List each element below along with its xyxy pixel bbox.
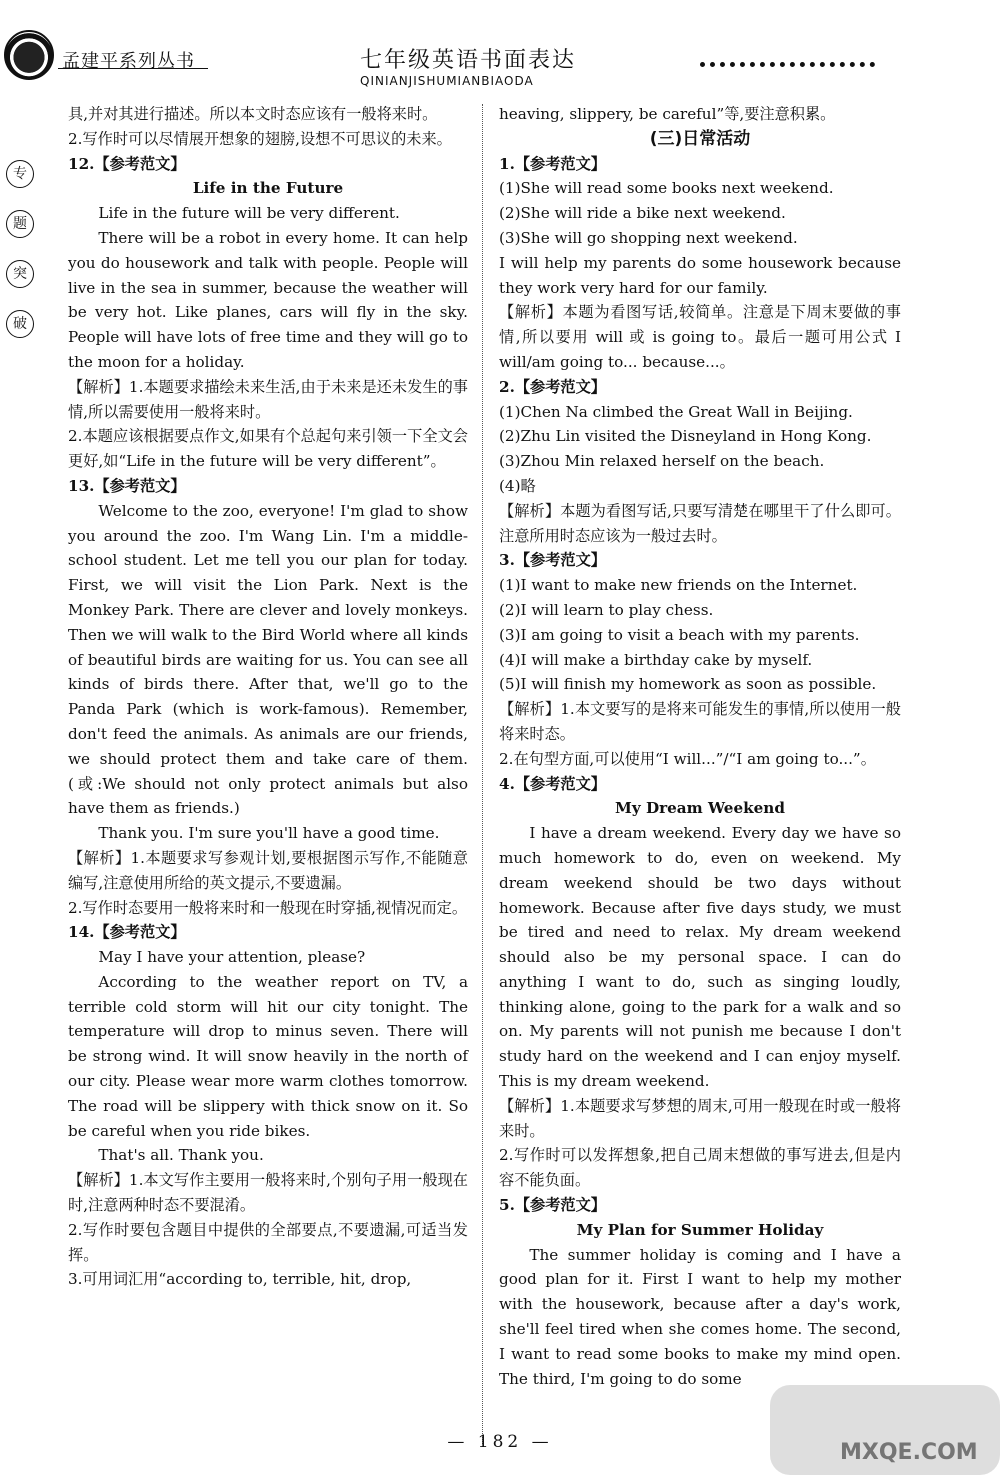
side-tab-char: 破 [6, 310, 34, 338]
series-logo-icon [4, 30, 54, 80]
paragraph: 【解析】1.本文写作主要用一般将来时,个别句子用一般现在时,注意两种时态不要混淆。 [68, 1171, 468, 1215]
page-header [0, 0, 1000, 100]
header-rule [58, 68, 208, 69]
paragraph: May I have your attention, please? [98, 948, 366, 967]
section-tag: 12.【参考范文】 [68, 154, 186, 173]
right-column [499, 102, 901, 1391]
section-tag: 1.【参考范文】 [499, 154, 606, 173]
essay-title: Life in the Future [192, 179, 344, 198]
section-tag: 14.【参考范文】 [68, 923, 186, 942]
paragraph: 2.写作时态要用一般将来时和一般现在时穿插,视情况而定。 [68, 898, 468, 917]
book-title-pinyin: QINIANJISHUMIANBIAODA [360, 74, 534, 88]
watermark-text: MXQE.COM [840, 1440, 978, 1465]
paragraph: 【解析】1.本题要求写梦想的周末,可用一般现在时或一般将来时。 [499, 1096, 901, 1140]
column-divider [482, 104, 483, 1444]
paragraph: 2.本题应该根据要点作文,如果有个总起句来引领一下全文会更好,如“Life in the future will be very different”。 [68, 427, 468, 471]
paragraph: 2.在句型方面,可以使用“I will...”/“I am going to...”。 [499, 749, 876, 768]
paragraph: (5)I will finish my homework as soon as possible. [499, 675, 877, 694]
section-tag: 13.【参考范文】 [68, 476, 186, 495]
paragraph: (4)I will make a birthday cake by myself. [499, 650, 813, 669]
paragraph: Life in the future will be very different. [98, 204, 400, 223]
paragraph: (1)She will read some books next weekend. [499, 179, 834, 198]
paragraph: 【解析】本题为看图写话,较简单。注意是下周末要做的事情,所以要用 will 或 is going to。最后一题可用公式 I will/am going to... because...。 [499, 303, 901, 371]
paragraph: 【解析】1.本题要求写参观计划,要根据图示写作,不能随意编写,注意使用所给的英文提示,不要遗漏。 [68, 848, 468, 892]
paragraph: Thank you. I'm sure you'll have a good time. [98, 824, 440, 843]
paragraph: I have a dream weekend. Every day we have so much homework to do, even on weekend. My dream weekend should be two days without homework. Because after five days study, we must be tired and need to relax. My dream weekend should also be my personal space. I can do anything I want to do, such as singing loudly, thinking alone, going to the park for a walk and so on. My parents will not punish me because I don't study hard on the weekend and I can enjoy myself. This is my dream weekend. [499, 824, 901, 1091]
paragraph: I will help my parents do some housework because they work very hard for our family. [499, 253, 901, 297]
paragraph: heaving, slippery, be careful”等,要注意积累。 [499, 105, 836, 123]
paragraph: 【解析】1.本题要求描绘未来生活,由于未来是还未发生的事情,所以需要使用一般将来时。 [68, 377, 468, 421]
side-tab [6, 160, 36, 360]
paragraph: (3)She will go shopping next weekend. [499, 228, 798, 247]
paragraph: Welcome to the zoo, everyone! I'm glad to show you around the zoo. I'm Wang Lin. I'm a middle-school student. Let me tell you our plan for today. First, we will visit the Lion Park. Next is the Monkey Park. There are clever and lovely monkeys. Then we will walk to the Bird World where all kinds of beautiful birds are waiting for us. You can see all kinds of birds there. After that, we'll go to the Panda Park (which is work-famous). Remember, don't feed the animals. As animals are our friends, we should protect them and take care of them.(或:We should not only protect animals but also have them as friends.) [68, 501, 468, 818]
header-dotted-rule [700, 62, 875, 67]
paragraph: (2)Zhu Lin visited the Disneyland in Hong Kong. [499, 427, 872, 446]
paragraph: There will be a robot in every home. It can help you do housework and talk with people. People will live in the sea in summer, because the weather will be very hot. Like planes, cars will fly in the sky. People will have lots of free time and they will go to the moon for a holiday. [68, 228, 468, 371]
paragraph: (2)I will learn to play chess. [499, 600, 714, 619]
book-title: 七年级英语书面表达 [360, 48, 577, 73]
side-tab-char: 专 [6, 160, 34, 188]
paragraph: That's all. Thank you. [98, 1146, 264, 1165]
paragraph: According to the weather report on TV, a terrible cold storm will hit our city tonight. The temperature will drop to minus seven. There will be strong wind. It will snow heavily in the north of our city. Please wear more warm clothes tomorrow. The road will be slippery with thick snow on it. So be careful when you ride bikes. [68, 972, 468, 1140]
section-tag: 2.【参考范文】 [499, 377, 606, 396]
paragraph: 具,并对其进行描述。所以本文时态应该有一般将来时。 [68, 105, 438, 123]
section-tag: 4.【参考范文】 [499, 774, 606, 793]
paragraph: (3)Zhou Min relaxed herself on the beach. [499, 452, 825, 471]
paragraph: (1)Chen Na climbed the Great Wall in Beijing. [499, 402, 853, 421]
paragraph: (4)略 [499, 476, 536, 495]
side-tab-char: 题 [6, 210, 34, 238]
paragraph: (1)I want to make new friends on the Internet. [499, 576, 858, 595]
paragraph: 2.写作时可以尽情展开想象的翅膀,设想不可思议的未来。 [68, 129, 452, 148]
paragraph: 【解析】本题为看图写话,只要写清楚在哪里干了什么即可。注意所用时态应该为一般过去时。 [499, 501, 901, 545]
paragraph: (2)She will ride a bike next weekend. [499, 204, 786, 223]
paragraph: 3.可用词汇用“according to, terrible, hit, drop, [68, 1270, 412, 1289]
essay-title: My Plan for Summer Holiday [576, 1220, 824, 1239]
paragraph: 2.写作时可以发挥想象,把自己周末想做的事写进去,但是内容不能负面。 [499, 1146, 901, 1190]
essay-title: My Dream Weekend [615, 799, 785, 818]
side-tab-char: 突 [6, 260, 34, 288]
paragraph: 【解析】1.本文要写的是将来可能发生的事情,所以使用一般将来时态。 [499, 700, 901, 743]
section-heading: (三)日常活动 [649, 128, 751, 149]
page-number: — 182 — [447, 1432, 553, 1452]
left-column [68, 102, 468, 1292]
series-name: 孟建平系列丛书 [62, 51, 195, 72]
section-tag: 3.【参考范文】 [499, 551, 606, 570]
paragraph: 2.写作时要包含题目中提供的全部要点,不要遗漏,可适当发挥。 [68, 1220, 468, 1264]
section-tag: 5.【参考范文】 [499, 1196, 606, 1215]
paragraph: (3)I am going to visit a beach with my parents. [499, 625, 860, 644]
paragraph: The summer holiday is coming and I have a good plan for it. First I want to help my mother with the housework, because after a day's work, she'll feel tired when she comes home. The second, I want to read some books to make my mind open. The third, I'm going to do some [499, 1245, 901, 1388]
